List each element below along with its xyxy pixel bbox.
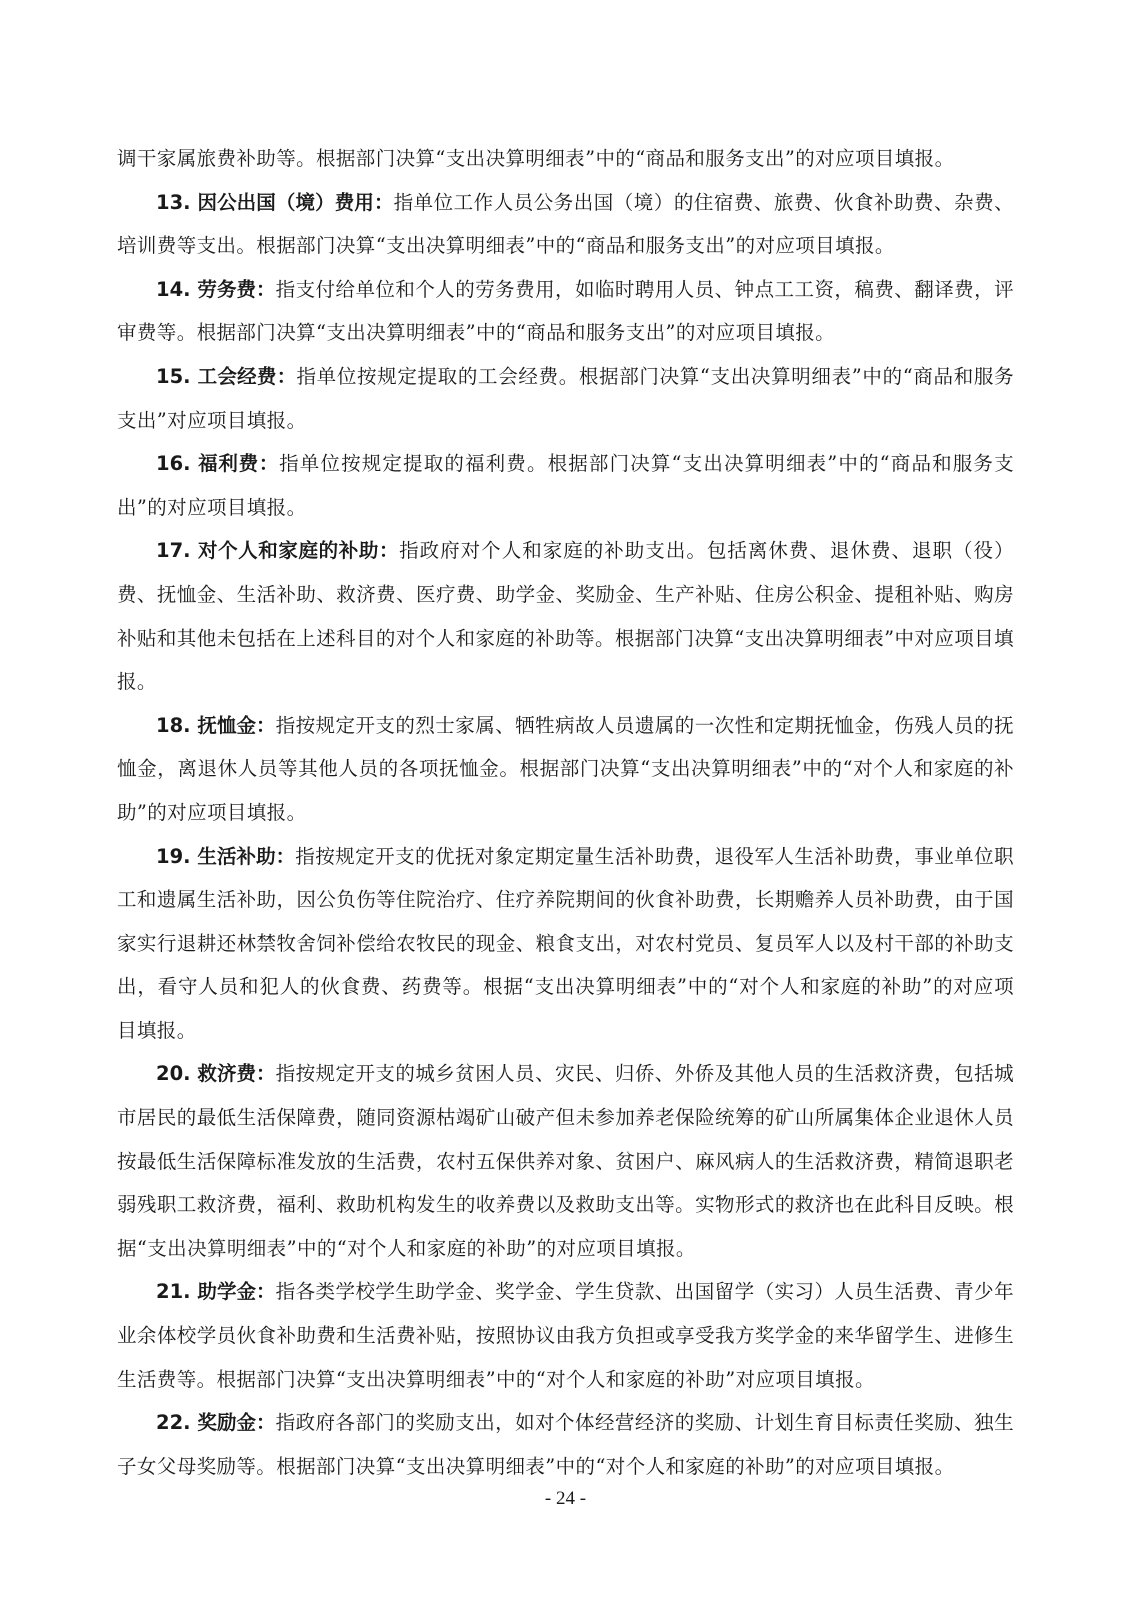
item-22-term: 22. 奖励金： [156, 1411, 276, 1435]
item-17-body: 指政府对个人和家庭的补助支出。包括离休费、退休费、退职（役）费、抚恤金、生活补助、救济费、医疗费、助学金、奖励金、生产补贴、住房公积金、提租补贴、购房补贴和其他未包括在上述科目的对个人和家庭的补助等。根据部门决算“支出决算明细表”中对应项目填报。 [117, 539, 1014, 694]
item-18-paragraph [117, 704, 1014, 835]
item-16-paragraph [117, 442, 1014, 529]
item-13-paragraph [117, 181, 1014, 268]
item-21-paragraph [117, 1270, 1014, 1401]
item-19-body: 指按规定开支的优抚对象定期定量生活补助费，退役军人生活补助费，事业单位职工和遗属生活补助，因公负伤等住院治疗、住疗养院期间的伙食补助费，长期赡养人员补助费，由于国家实行退耕还林禁牧舍饲补偿给农牧民的现金、粮食支出，对农村党员、复员军人以及村干部的补助支出，看守人员和犯人的伙食费、药费等。根据“支出决算明细表”中的“对个人和家庭的补助”的对应项目填报。 [117, 844, 1014, 1042]
item-16-body: 指单位按规定提取的福利费。根据部门决算“支出决算明细表”中的“商品和服务支出”的对应项目填报。 [117, 452, 1014, 519]
item-13-body: 指单位工作人员公务出国（境）的住宿费、旅费、伙食补助费、杂费、培训费等支出。根据部门决算“支出决算明细表”中的“商品和服务支出”的对应项目填报。 [117, 190, 1014, 258]
item-15-term: 15. 工会经费： [156, 364, 297, 388]
item-17-term: 17. 对个人和家庭的补助： [156, 539, 400, 563]
item-20-paragraph [117, 1052, 1014, 1270]
item-14-body: 指支付给单位和个人的劳务费用，如临时聘用人员、钟点工工资，稿费、翻译费，评审费等。根据部门决算“支出决算明细表”中的“商品和服务支出”的对应项目填报。 [117, 277, 1014, 345]
item-21-term: 21. 助学金： [156, 1280, 276, 1304]
document-body [117, 137, 1014, 1488]
lead-in-paragraph: 调干家属旅费补助等。根据部门决算“支出决算明细表”中的“商品和服务支出”的对应项目填报。 [117, 147, 955, 170]
item-13-term: 13. 因公出国（境）费用： [156, 190, 394, 214]
item-20-term: 20. 救济费： [156, 1062, 276, 1086]
item-20-body: 指按规定开支的城乡贫困人员、灾民、归侨、外侨及其他人员的生活救济费，包括城市居民的最低生活保障费，随同资源枯竭矿山破产但未参加养老保险统筹的矿山所属集体企业退休人员按最低生活保障标准发放的生活费，农村五保供养对象、贫困户、麻风病人的生活救济费，精简退职老弱残职工救济费，福利、救助机构发生的收养费以及救助支出等。实物形式的救济也在此科目反映。根据“支出决算明细表”中的“对个人和家庭的补助”的对应项目填报。 [117, 1062, 1014, 1260]
item-17-paragraph [117, 529, 1014, 703]
item-19-paragraph [117, 835, 1014, 1053]
item-15-body: 指单位按规定提取的工会经费。根据部门决算“支出决算明细表”中的“商品和服务支出”对应项目填报。 [117, 364, 1014, 432]
item-18-body: 指按规定开支的烈士家属、牺牲病故人员遗属的一次性和定期抚恤金，伤残人员的抚恤金，离退休人员等其他人员的各项抚恤金。根据部门决算“支出决算明细表”中的“对个人和家庭的补助”的对应项目填报。 [117, 713, 1014, 824]
item-22-paragraph [117, 1401, 1014, 1488]
item-15-paragraph [117, 355, 1014, 442]
item-16-term: 16. 福利费： [156, 452, 280, 476]
item-22-body: 指政府各部门的奖励支出，如对个体经营经济的奖励、计划生育目标责任奖励、独生子女父母奖励等。根据部门决算“支出决算明细表”中的“对个人和家庭的补助”的对应项目填报。 [117, 1411, 1014, 1478]
page-number: - 24 - [544, 1488, 587, 1509]
item-21-body: 指各类学校学生助学金、奖学金、学生贷款、出国留学（实习）人员生活费、青少年业余体校学员伙食补助费和生活费补贴，按照协议由我方负担或享受我方奖学金的来华留学生、进修生生活费等。根据部门决算“支出决算明细表”中的“对个人和家庭的补助”对应项目填报。 [117, 1280, 1014, 1391]
item-19-term: 19. 生活补助： [156, 844, 296, 868]
item-14-paragraph [117, 268, 1014, 355]
item-14-term: 14. 劳务费： [156, 277, 276, 301]
item-18-term: 18. 抚恤金： [156, 713, 276, 737]
